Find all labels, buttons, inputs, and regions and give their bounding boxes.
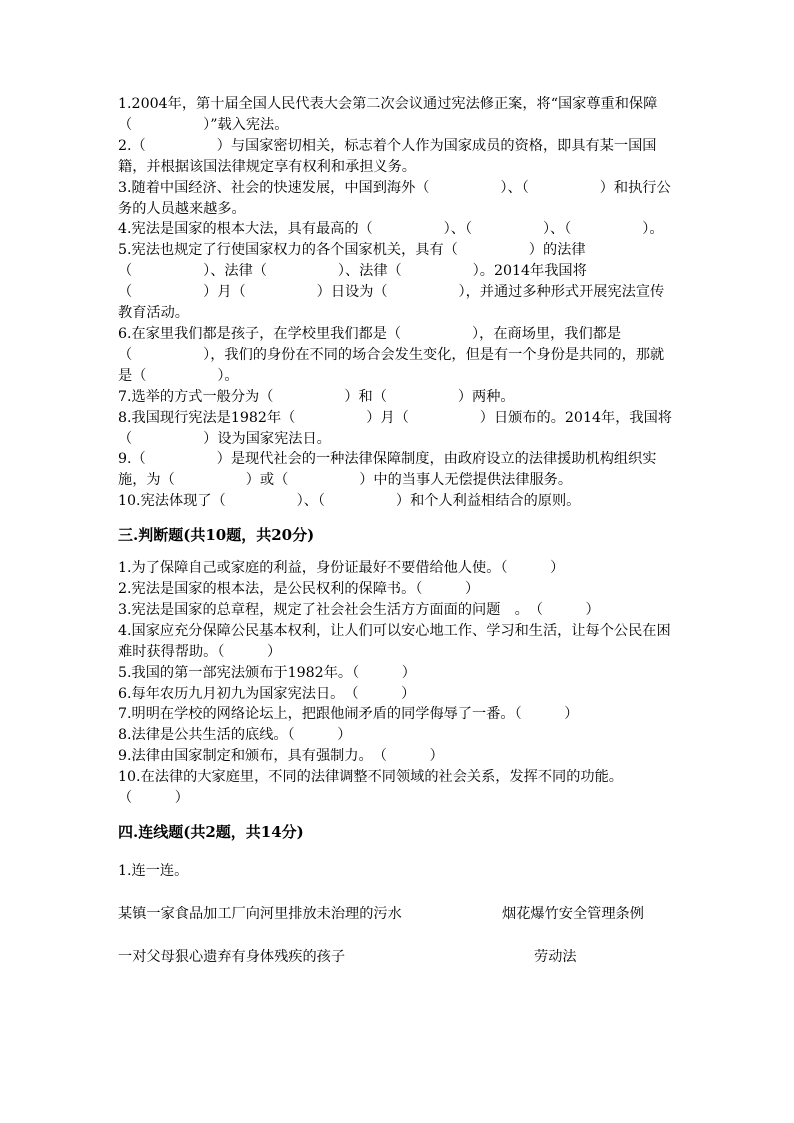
question-item: 5.宪法也规定了行使国家权力的各个国家机关，具有（ ）的法律（ ）、法律（ ）、法律（ ）。2014年我国将（ ）月（ ）日设为（ ），并通过多种形式开展宪法宣传教育活动。 xyxy=(118,242,665,322)
question-item: 6.每年农历九月初九为国家宪法日。 （ ） xyxy=(118,685,416,702)
question-item: 1.2004年，第十届全国人民代表大会第二次会议通过宪法修正案，将“国家尊重和保障（ ）”载入宪法。 xyxy=(118,96,658,133)
question-item: 5.我国的第一部宪法颁布于1982年。（ ） xyxy=(118,664,416,681)
matching-left-item[interactable]: 一对父母狠心遗弃有身体残疾的孩子 xyxy=(118,948,346,965)
judgment-questions xyxy=(118,558,678,809)
question-item: 4.宪法是国家的根本大法，具有最高的（ ）、（ ）、（ ）。 xyxy=(118,221,664,238)
question-item: 9.法律由国家制定和颁布，具有强制力。 （ ） xyxy=(118,748,444,765)
fill-blank-questions xyxy=(118,94,678,512)
question-item: 1.连一连。 xyxy=(118,863,189,879)
section-title-judgment: 三.判断题(共10题，共20分) xyxy=(118,526,315,545)
question-item: 10.在法律的大家庭里，不同的法律调整不同领域的社会关系，发挥不同的功能。 （ ） xyxy=(118,769,659,807)
question-item: 7.明明在学校的网络论坛上，把跟他闹矛盾的同学侮辱了一番。（ ） xyxy=(118,706,579,723)
document-page xyxy=(118,94,678,968)
question-item: 3.随着中国经济、社会的快速发展，中国到海外（ ）、（ ）和执行公务的人员越来越多。 xyxy=(118,179,671,217)
question-item: 10.宪法体现了（ ）、（ ）和个人利益相结合的原则。 xyxy=(118,493,581,510)
question-item: 9.（ ）是现代社会的一种法律保障制度，由政府设立的法律援助机构组织实施，为（ ）或（ ）中的当事人无偿提供法律服务。 xyxy=(118,451,657,489)
question-item: 8.法律是公共生活的底线。（ ） xyxy=(118,727,352,744)
question-item: 7.选举的方式一般分为（ ）和（ ）两种。 xyxy=(118,388,515,405)
question-item: 6.在家里我们都是孩子，在学校里我们都是（ ），在商场里，我们都是（ ），我们的身份在不同的场合会发生变化，但是有一个身份是共同的，那就是（ ）。 xyxy=(118,325,665,384)
question-item: 1.为了保障自己或家庭的利益，身份证最好不要借给他人使。（ ） xyxy=(118,560,565,577)
matching-right-item[interactable]: 劳动法 xyxy=(534,948,577,965)
matching-left-item[interactable]: 某镇一家食品加工厂向河里排放未治理的污水 xyxy=(118,905,402,922)
question-item: 3.宪法是国家的总章程，规定了社会社会生活方方面面的问题 。 （ ） xyxy=(118,601,600,618)
matching-pair xyxy=(118,904,678,925)
matching-pair xyxy=(118,947,678,968)
section-title-matching: 四.连线题(共2题，共14分) xyxy=(118,823,304,841)
matching-right-item[interactable]: 烟花爆竹安全管理条例 xyxy=(502,905,644,922)
question-item: 8.我国现行宪法是1982年（ ）月（ ）日颁布的。2014年，我国将（ ）设为国家宪法日。 xyxy=(118,409,672,447)
question-item: 4.国家应充分保障公民基本权利，让人们可以安心地工作、学习和生活，让每个公民在困难时获得帮助。（ ） xyxy=(118,622,671,660)
question-item: 2.宪法是国家的根本法，是公民权利的保障书。（ ） xyxy=(118,581,480,598)
question-item: 2.（ ）与国家密切相关，标志着个人作为国家成员的资格，即具有某一国国籍，并根据该国法律规定享有权利和承担义务。 xyxy=(118,137,657,175)
